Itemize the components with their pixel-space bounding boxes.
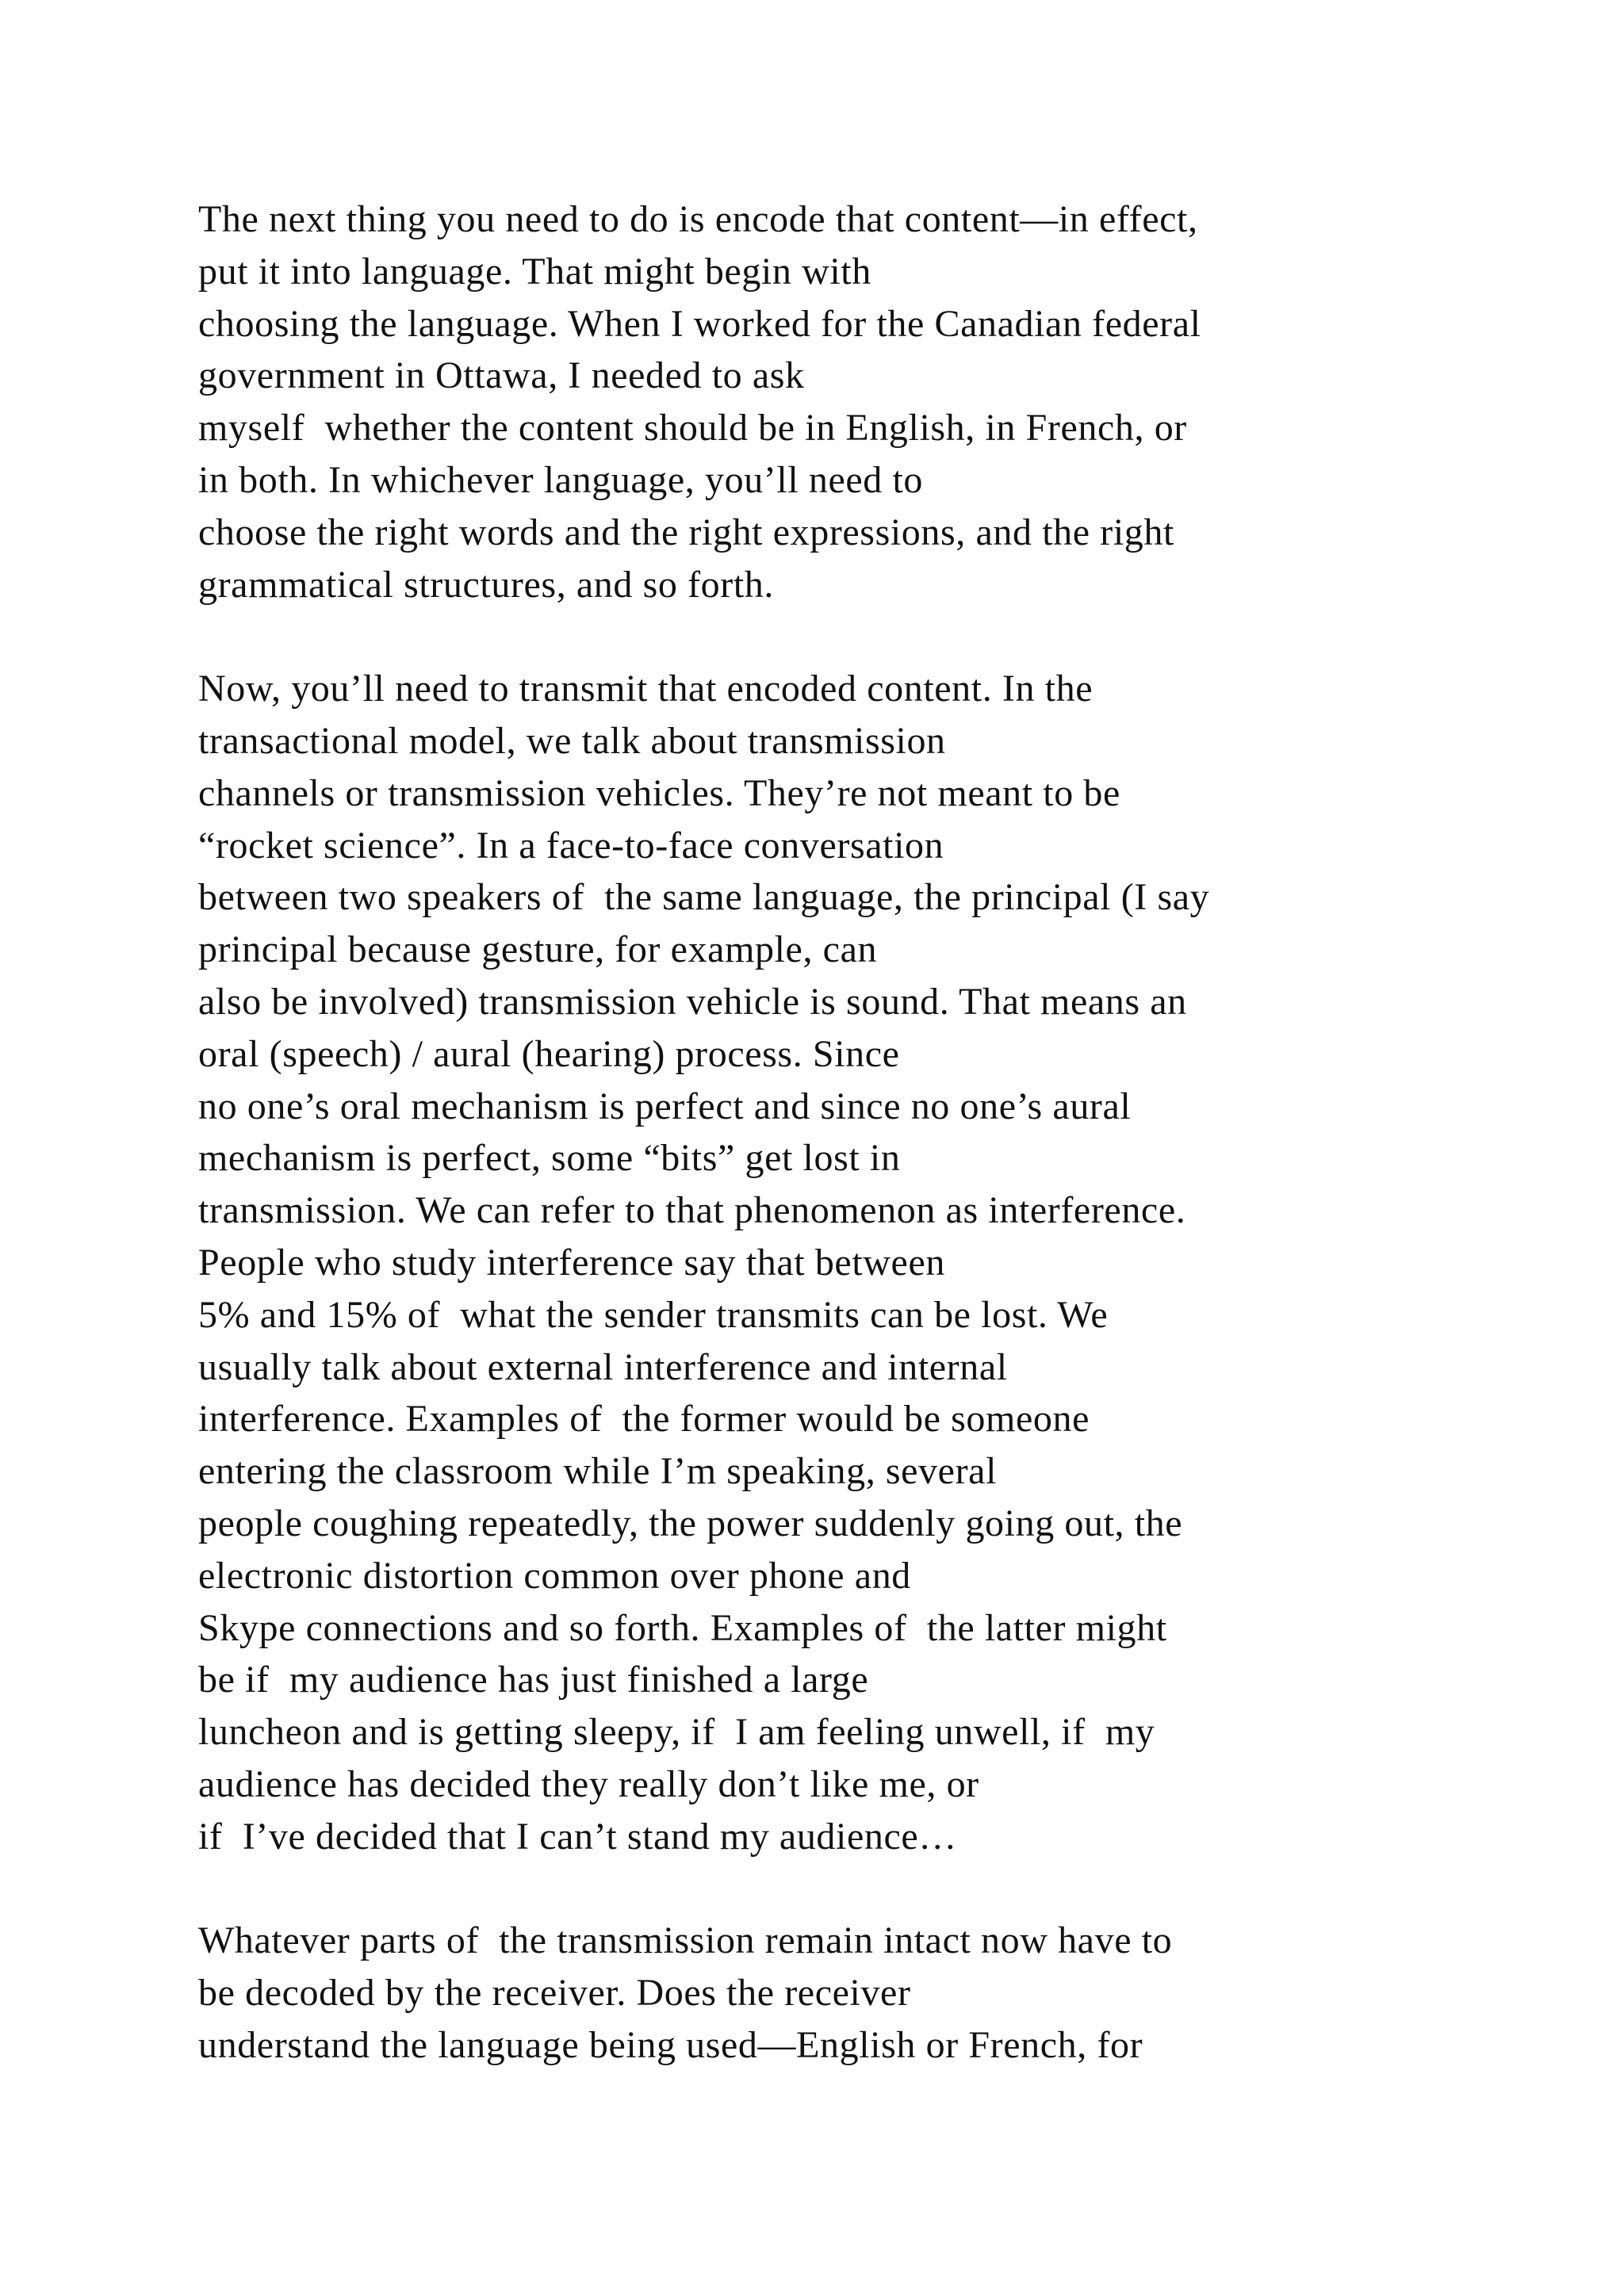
text-line: also be involved) transmission vehicle is sound. That means an [198,980,1187,1023]
text-line: understand the language being used—English or French, for [198,2023,1143,2066]
text-line: 5% and 15% of what the sender transmits can be lost. We [198,1293,1109,1336]
text-line: usually talk about external interference and internal [198,1345,1008,1388]
text-line: people coughing repeatedly, the power suddenly going out, the [198,1502,1183,1544]
paragraph-encoding [198,193,1546,610]
paragraph-gap [198,610,1546,663]
text-line: choose the right words and the right expressions, and the right [198,511,1174,553]
text-line: interference. Examples of the former would be someone [198,1398,1090,1441]
text-line: in both. In whichever language, you’ll need to [198,458,924,501]
text-line: transmission. We can refer to that phenomenon as interference. [198,1189,1186,1232]
paragraph-transmission [198,663,1546,1862]
text-line: put it into language. That might begin with [198,250,871,293]
text-line: transactional model, we talk about transmission [198,719,946,762]
text-line: be if my audience has just finished a large [198,1659,869,1701]
text-line: government in Ottawa, I needed to ask [198,354,805,397]
paragraph-gap [198,1863,1546,1915]
text-line: Whatever parts of the transmission remain intact now have to [198,1919,1173,1962]
text-line: entering the classroom while I’m speaking, several [198,1450,998,1493]
text-line: be decoded by the receiver. Does the receiver [198,1972,911,2015]
text-line: luncheon and is getting sleepy, if I am feeling unwell, if my [198,1711,1155,1754]
text-line: oral (speech) / aural (hearing) process. Since [198,1032,900,1075]
text-line: electronic distortion common over phone and [198,1554,911,1597]
text-line: People who study interference say that between [198,1241,945,1284]
paragraph-decoding [198,1915,1546,2071]
text-line: if I’ve decided that I can’t stand my audience… [198,1815,957,1858]
text-line: audience has decided they really don’t like me, or [198,1762,979,1805]
text-line: Now, you’ll need to transmit that encoded content. In the [198,668,1094,710]
text-line: The next thing you need to do is encode that content—in effect, [198,198,1198,240]
text-line: mechanism is perfect, some “bits” get lost in [198,1137,901,1180]
text-line: “rocket science”. In a face-to-face conversation [198,824,944,867]
text-line: Skype connections and so forth. Examples of the latter might [198,1606,1167,1649]
text-line: grammatical structures, and so forth. [198,563,774,606]
text-line: no one’s oral mechanism is perfect and since no one’s aural [198,1085,1132,1127]
text-line: channels or transmission vehicles. They’re not meant to be [198,771,1120,814]
text-line: choosing the language. When I worked for the Canadian federal [198,302,1201,345]
text-line: myself whether the content should be in English, in French, or [198,407,1187,450]
text-line: principal because gesture, for example, can [198,928,878,971]
text-line: between two speakers of the same language, the principal (I say [198,876,1210,919]
body-text [198,193,1546,2072]
